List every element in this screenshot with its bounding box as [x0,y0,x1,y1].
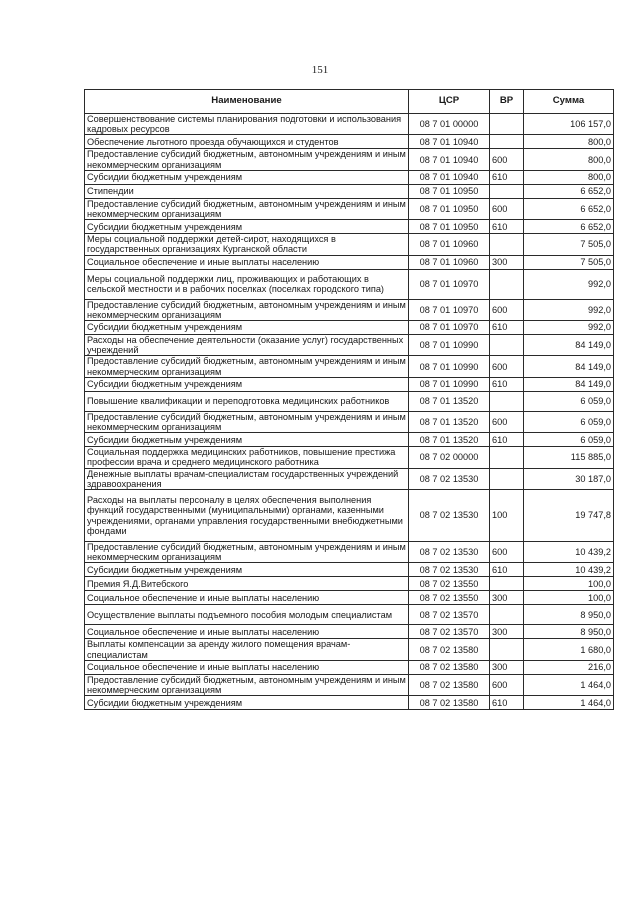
cell-vr [490,391,524,411]
cell-vr: 610 [490,377,524,391]
cell-vr: 100 [490,490,524,542]
cell-vr: 600 [490,356,524,377]
cell-csr: 08 7 02 13530 [409,563,490,577]
table-row [85,468,614,489]
cell-vr: 610 [490,433,524,447]
cell-sum: 115 885,0 [524,447,614,468]
cell-name: Социальное обеспечение и иные выплаты населению [85,625,409,639]
table-row [85,356,614,377]
cell-name: Предоставление субсидий бюджетным, автономным учреждениям и иным некоммерческим организациям [85,299,409,320]
cell-vr [490,234,524,255]
table-row [85,433,614,447]
cell-vr [490,468,524,489]
cell-name: Осуществление выплаты подъемного пособия молодым специалистам [85,605,409,625]
table-row [85,591,614,605]
table-row [85,135,614,149]
cell-sum: 6 059,0 [524,433,614,447]
cell-csr: 08 7 01 10940 [409,149,490,170]
header-csr: ЦСР [409,90,490,114]
cell-vr: 610 [490,170,524,184]
table-row [85,220,614,234]
cell-csr: 08 7 02 13530 [409,468,490,489]
cell-csr: 08 7 01 10940 [409,135,490,149]
cell-vr [490,335,524,356]
cell-sum: 106 157,0 [524,114,614,135]
cell-name: Предоставление субсидий бюджетным, автономным учреждениям и иным некоммерческим организациям [85,356,409,377]
cell-sum: 1 464,0 [524,674,614,695]
cell-csr: 08 7 01 10960 [409,234,490,255]
table-row [85,255,614,269]
cell-vr [490,447,524,468]
cell-vr: 600 [490,674,524,695]
cell-name: Меры социальной поддержки лиц, проживающих и работающих в сельской местности и в рабочих поселках (поселках городского типа) [85,269,409,299]
cell-csr: 08 7 01 00000 [409,114,490,135]
cell-vr [490,184,524,198]
cell-vr: 600 [490,149,524,170]
table-row [85,542,614,563]
cell-name: Субсидии бюджетным учреждениям [85,220,409,234]
cell-name: Предоставление субсидий бюджетным, автономным учреждениям и иным некоммерческим организациям [85,198,409,219]
cell-vr: 300 [490,660,524,674]
cell-csr: 08 7 01 10970 [409,321,490,335]
cell-vr: 600 [490,411,524,432]
table-body [85,114,614,710]
cell-sum: 6 059,0 [524,391,614,411]
table-row [85,391,614,411]
table-row [85,184,614,198]
cell-sum: 992,0 [524,321,614,335]
cell-csr: 08 7 01 10970 [409,299,490,320]
table-row [85,198,614,219]
cell-sum: 800,0 [524,170,614,184]
cell-name: Субсидии бюджетным учреждениям [85,696,409,710]
cell-sum: 7 505,0 [524,234,614,255]
cell-sum: 992,0 [524,299,614,320]
table-row [85,377,614,391]
cell-vr: 300 [490,591,524,605]
cell-csr: 08 7 02 13530 [409,542,490,563]
cell-csr: 08 7 02 13580 [409,660,490,674]
table-row [85,149,614,170]
cell-sum: 10 439,2 [524,563,614,577]
table-row [85,234,614,255]
cell-csr: 08 7 01 10990 [409,356,490,377]
page-number: 151 [311,64,329,76]
cell-name: Субсидии бюджетным учреждениям [85,377,409,391]
cell-name: Премия Я.Д.Витебского [85,577,409,591]
cell-vr: 610 [490,220,524,234]
cell-vr: 300 [490,255,524,269]
cell-sum: 6 652,0 [524,184,614,198]
table-row [85,696,614,710]
cell-vr [490,577,524,591]
cell-vr: 610 [490,696,524,710]
budget-table [84,89,614,710]
cell-name: Выплаты компенсации за аренду жилого помещения врачам-специалистам [85,639,409,660]
cell-name: Социальная поддержка медицинских работников, повышение престижа профессии врача и среднего медицинского работника [85,447,409,468]
cell-csr: 08 7 02 13550 [409,577,490,591]
table-row [85,335,614,356]
cell-name: Субсидии бюджетным учреждениям [85,170,409,184]
cell-sum: 100,0 [524,577,614,591]
cell-csr: 08 7 01 10950 [409,198,490,219]
cell-vr [490,114,524,135]
table-row [85,625,614,639]
table-row [85,447,614,468]
cell-csr: 08 7 02 13530 [409,490,490,542]
table-row [85,170,614,184]
cell-csr: 08 7 02 13580 [409,674,490,695]
cell-name: Совершенствование системы планирования подготовки и использования кадровых ресурсов [85,114,409,135]
cell-vr [490,269,524,299]
cell-name: Стипендии [85,184,409,198]
cell-csr: 08 7 01 10990 [409,377,490,391]
table-row [85,605,614,625]
cell-sum: 216,0 [524,660,614,674]
cell-sum: 6 059,0 [524,411,614,432]
cell-csr: 08 7 01 10950 [409,184,490,198]
cell-name: Предоставление субсидий бюджетным, автономным учреждениям и иным некоммерческим организациям [85,411,409,432]
cell-sum: 1 680,0 [524,639,614,660]
cell-csr: 08 7 01 13520 [409,433,490,447]
cell-vr: 600 [490,198,524,219]
cell-vr: 610 [490,563,524,577]
cell-sum: 8 950,0 [524,625,614,639]
cell-csr: 08 7 01 10960 [409,255,490,269]
cell-vr: 600 [490,299,524,320]
table-row [85,321,614,335]
header-vr: ВР [490,90,524,114]
cell-csr: 08 7 01 13520 [409,391,490,411]
cell-vr: 610 [490,321,524,335]
cell-vr [490,135,524,149]
cell-vr [490,639,524,660]
table-row [85,269,614,299]
cell-name: Субсидии бюджетным учреждениям [85,433,409,447]
cell-sum: 19 747,8 [524,490,614,542]
cell-sum: 800,0 [524,149,614,170]
cell-sum: 992,0 [524,269,614,299]
cell-name: Меры социальной поддержки детей-сирот, находящихся в государственных организациях Курганской области [85,234,409,255]
cell-name: Социальное обеспечение и иные выплаты населению [85,660,409,674]
table-row [85,299,614,320]
cell-csr: 08 7 02 13580 [409,639,490,660]
table-row [85,490,614,542]
cell-vr: 300 [490,625,524,639]
cell-csr: 08 7 01 10950 [409,220,490,234]
cell-sum: 6 652,0 [524,198,614,219]
table-row [85,114,614,135]
cell-sum: 30 187,0 [524,468,614,489]
cell-csr: 08 7 02 13580 [409,696,490,710]
cell-sum: 84 149,0 [524,377,614,391]
cell-csr: 08 7 01 10970 [409,269,490,299]
cell-name: Субсидии бюджетным учреждениям [85,321,409,335]
table-row [85,674,614,695]
table-row [85,639,614,660]
cell-name: Повышение квалификации и переподготовка медицинских работников [85,391,409,411]
cell-sum: 10 439,2 [524,542,614,563]
cell-name: Предоставление субсидий бюджетным, автономным учреждениям и иным некоммерческим организациям [85,542,409,563]
header-name: Наименование [85,90,409,114]
cell-name: Расходы на обеспечение деятельности (оказание услуг) государственных учреждений [85,335,409,356]
cell-sum: 84 149,0 [524,335,614,356]
cell-name: Расходы на выплаты персоналу в целях обеспечения выполнения функций государственными (муниципальными) органами, казенными учреждениями, органами управления государственными внебюджетными фондами [85,490,409,542]
cell-csr: 08 7 02 13570 [409,605,490,625]
cell-csr: 08 7 01 10990 [409,335,490,356]
cell-sum: 84 149,0 [524,356,614,377]
cell-name: Предоставление субсидий бюджетным, автономным учреждениям и иным некоммерческим организациям [85,149,409,170]
cell-name: Денежные выплаты врачам-специалистам государственных учреждений здравоохранения [85,468,409,489]
cell-name: Социальное обеспечение и иные выплаты населению [85,255,409,269]
cell-name: Субсидии бюджетным учреждениям [85,563,409,577]
table-row [85,660,614,674]
cell-csr: 08 7 01 13520 [409,411,490,432]
table-row [85,577,614,591]
cell-vr [490,605,524,625]
cell-sum: 1 464,0 [524,696,614,710]
cell-sum: 7 505,0 [524,255,614,269]
cell-csr: 08 7 02 00000 [409,447,490,468]
cell-sum: 8 950,0 [524,605,614,625]
header-sum: Сумма [524,90,614,114]
cell-name: Предоставление субсидий бюджетным, автономным учреждениям и иным некоммерческим организациям [85,674,409,695]
cell-sum: 100,0 [524,591,614,605]
cell-vr: 600 [490,542,524,563]
table-row [85,411,614,432]
cell-name: Социальное обеспечение и иные выплаты населению [85,591,409,605]
cell-csr: 08 7 02 13550 [409,591,490,605]
cell-csr: 08 7 02 13570 [409,625,490,639]
cell-sum: 6 652,0 [524,220,614,234]
cell-sum: 800,0 [524,135,614,149]
cell-csr: 08 7 01 10940 [409,170,490,184]
cell-name: Обеспечение льготного проезда обучающихся и студентов [85,135,409,149]
header-row [85,90,614,114]
table-row [85,563,614,577]
